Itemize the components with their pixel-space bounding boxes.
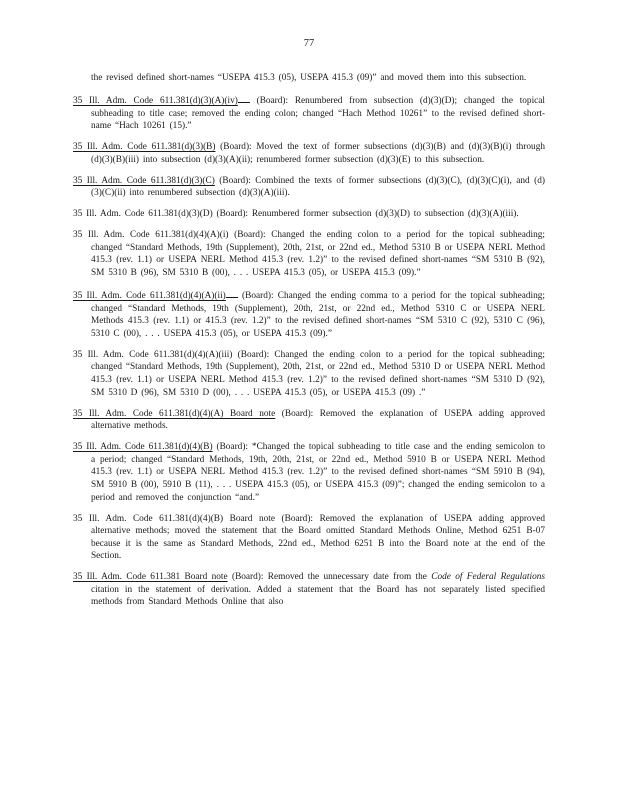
entry-text: (Board): Moved the text of former subsections (d)(3)(B) and (d)(3)(B)(i) through (d)(3)(B)(iii) into subsection (d)(3)(A)(ii); renumbered former subsection (d)(3)(E) to this subsection. [91, 142, 545, 165]
entry [73, 513, 545, 563]
entry-text: (Board): Removed the explanation of USEPA adding approved alternative methods. [91, 408, 545, 432]
entry [73, 441, 545, 504]
entry [73, 208, 545, 221]
entry-text: (Board): Removed the unnecessary date from the [231, 572, 427, 583]
page-number: 77 [303, 38, 315, 49]
entry-citation: 35 Ill. Adm. Code 611.381(d)(4)(B) [73, 513, 224, 524]
citation-underline-pad [226, 288, 238, 298]
entry-citation: 35 Ill. Adm. Code 611.381(d)(4)(B) [73, 442, 213, 453]
entry-italic-title: Code of Federal Regulations [431, 572, 545, 583]
entry-continuation [73, 72, 545, 85]
entry [73, 175, 545, 200]
entry-citation: 35 Ill. Adm. Code 611.381 Board note [73, 572, 228, 583]
entry-text: the revised defined short-names “USEPA 415.3 (05), USEPA 415.3 (09)” and moved them into this subsection. [91, 73, 527, 83]
entry-text: (Board): *Changed the topical subheading to title case and the ending semicolon to a period; changed “Standard Methods, 19th, 20th, 21st, or 22nd ed., Method 5910 B or USEPA NERL Method 415.3 (rev. 1.1) or USEPA NERL Method 415.3 (rev. 1.2)” to the revised defined short-names “SM 5910 B (94), SM 5910 B (00), 5910 B (11), . . . USEPA 415.3 (05), or USEPA 415.3 (09)”; changed the ending semicolon to a period and removed the conjunction “and.” [91, 442, 546, 503]
entry-text: (Board): Changed the ending colon to a period for the topical subheading; changed “Standard Methods, 19th (Supplement), 20th, 21st, or 22nd ed., Method 5310 B or USEPA NERL Method 415.3 (rev. 1.1) or USEPA NERL Method 415.3 (rev. 1.2)” to the revised defined short-names “SM 5310 B (92), SM 5310 B (96), SM 5310 B (00), . . . USEPA 415.3 (05), or USEPA 415.3 (09).” [91, 230, 545, 279]
entry [73, 93, 545, 133]
entry-text: (Board): Renumbered former subsection (d)(3)(D) to subsection (d)(3)(A)(iii). [216, 209, 519, 220]
entry-citation: 35 Ill. Adm. Code 611.381(d)(4)(A) Board note [73, 408, 276, 419]
entry-citation: 35 Ill. Adm. Code 611.381(d)(3)(B) [73, 142, 216, 153]
entry [73, 349, 545, 399]
entry-citation: 35 Ill. Adm. Code 611.381(d)(3)(D) [73, 209, 213, 220]
page-body [73, 72, 545, 617]
entry [73, 229, 545, 279]
entry-text: (Board): Changed the ending comma to a period for the topical subheading; changed “Standard Methods, 19th (Supplement), 20th, 21st, or 22nd ed., Method 5310 C or USEPA NERL Methods 415.3 (rev. 1.1) or 415.3 (rev. 1.2)” to the revised defined short-names “SM 5310 C (92), 5310 C (96), 5310 C (00), . . . USEPA 415.3 (05), or USEPA 415.3 (09).” [91, 291, 545, 339]
entry [73, 288, 545, 340]
entry-citation: 35 Ill. Adm. Code 611.381(d)(4)(A)(ii) [73, 291, 226, 302]
entry-text-after: citation in the statement of derivation. Added a statement that the Board has not separately listed specified methods from Standard Methods Online that also [91, 584, 545, 608]
entry-text: (Board): Renumbered from subsection (d)(3)(D); changed the topical subheading to title case; removed the ending colon; changed “Hach Method 10261” to the revised defined short-name “Hach 10261 (15).” [91, 95, 546, 132]
entry-text: (Board): Changed the ending colon to a period for the topical subheading; changed “Standard Methods, 19th (Supplement), 20th, 21st, or 22nd ed., Method 5310 D or USEPA NERL Method 415.3 (rev. 1.1) or USEPA NERL Method 415.3 (rev. 1.2)” to the revised defined short-names “SM 5310 D (92), SM 5310 D (96), SM 5310 D (00), . . . USEPA 415.3 (05), or USEPA 415.3 (09) .” [91, 349, 546, 398]
entry-citation: 35 Ill. Adm. Code 611.381(d)(4)(A)(iii) [73, 349, 233, 360]
entry [73, 571, 545, 609]
citation-underline-pad [238, 93, 250, 103]
entry-citation: 35 Ill. Adm. Code 611.381(d)(3)(C) [73, 175, 215, 186]
entry [73, 141, 545, 166]
entry-citation: 35 Ill. Adm. Code 611.381(d)(3)(A)(iv) [73, 95, 238, 106]
entry-text: Board note (Board): Removed the explanation of USEPA adding approved alternative methods; moved the statement that the Board omitted Standard Methods Online, Method 6251 B-07 because it is the same as Standard Methods, 22nd ed., Method 6251 B into the Board note at the end of the Section. [91, 513, 546, 562]
entry-text: (Board): Combined the texts of former subsections (d)(3)(C), (d)(3)(C)(i), and (d)(3)(C)(ii) into renumbered subsection (d)(3)(A)(iii). [91, 175, 545, 199]
entry-citation: 35 Ill. Adm. Code 611.381(d)(4)(A)(i) [73, 230, 229, 241]
entry [73, 408, 545, 433]
